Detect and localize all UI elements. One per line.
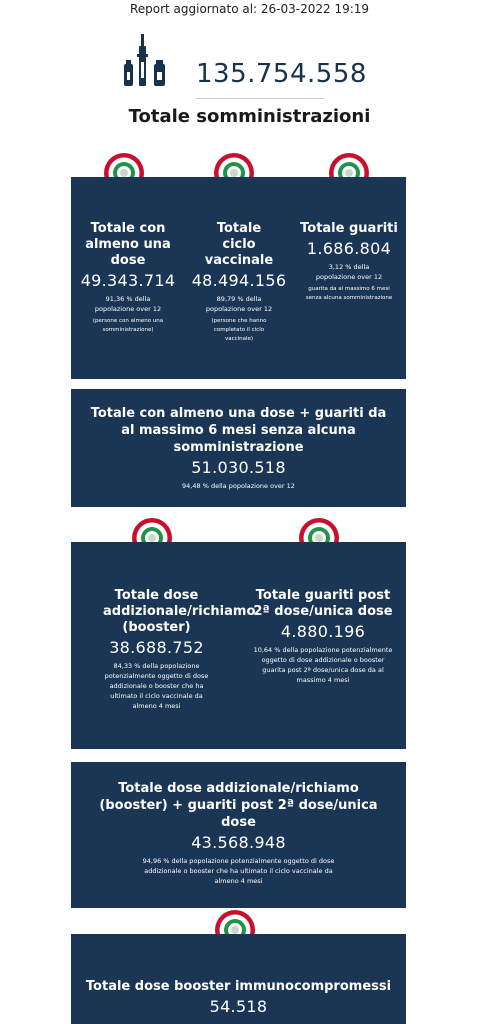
booster-plus-recovered-value: 43.568.948	[191, 833, 286, 852]
recovered-title: Totale guariti	[300, 221, 398, 236]
at-least-one-dose-note: (persone con almeno una somministrazione)	[92, 318, 164, 333]
at-least-one-dose-block	[75, 221, 181, 335]
immunocompromised-booster-title: Totale dose booster immunocompromessi	[85, 979, 392, 994]
at-least-one-dose-pct: 91,36 % della popolazione over 12	[94, 295, 162, 313]
total-administrations-section	[0, 34, 499, 104]
full-cycle-title: Totale ciclo vaccinale	[204, 221, 274, 268]
full-cycle-value: 48.494.156	[191, 271, 287, 290]
at-least-one-dose-title: Totale con almeno una dose	[85, 221, 171, 268]
dose-plus-recovered-title: Totale con almeno una dose + guariti da al massimo 6 mesi senza alcuna somministrazione	[90, 406, 387, 455]
report-updated-label: Report aggiornato al: 26-03-2022 19:19	[129, 2, 370, 16]
booster-title: Totale dose addizionale/richiamo (booster)	[103, 588, 256, 635]
booster-block	[79, 588, 256, 711]
recovered-value: 1.686.804	[306, 239, 392, 258]
total-administrations-value: 135.754.558	[196, 59, 367, 89]
full-cycle-pct: 89,79 % della popolazione over 12	[205, 295, 273, 313]
total-administrations-title: Totale somministrazioni	[128, 106, 371, 127]
recovered-post-dose-pct: 10,64 % della popolazione potenzialmente oggetto di dose addizionale o booster guarita post 2ª dose/unica dose da al massimo 4 mesi	[253, 646, 393, 684]
full-cycle-note: (persone che hanno completato il ciclo vaccinale)	[211, 318, 267, 342]
dose-plus-recovered-block	[71, 405, 406, 491]
booster-panel	[71, 542, 406, 749]
dose-plus-recovered-panel	[71, 389, 406, 507]
immunocompromised-booster-block	[71, 978, 406, 1016]
booster-pct: 84,33 % della popolazione potenzialmente oggetto di dose addizionale o booster che ha ultimato il ciclo vaccinale da almeno 4 mesi	[104, 662, 209, 710]
immunocompromised-booster-value: 54.518	[209, 997, 268, 1016]
immunocompromised-booster-panel	[71, 934, 406, 1024]
divider	[196, 98, 324, 99]
vaccine-vials-icon	[124, 34, 166, 88]
booster-value: 38.688.752	[109, 638, 204, 657]
recovered-post-dose-block	[243, 588, 403, 685]
booster-plus-recovered-block	[71, 780, 406, 886]
recovered-block	[295, 221, 403, 303]
recovered-note: guarita da al massimo 6 mesi senza alcuna somministrazione	[305, 286, 393, 301]
recovered-post-dose-value: 4.880.196	[280, 622, 366, 641]
booster-plus-recovered-panel	[71, 762, 406, 908]
booster-plus-recovered-title: Totale dose addizionale/richiamo (booster) + guariti post 2ª dose/unica dose	[99, 781, 378, 830]
dose-plus-recovered-pct: 94,48 % della popolazione over 12	[182, 482, 295, 490]
booster-plus-recovered-pct: 94,96 % della popolazione potenzialmente oggetto di dose addizionale o booster che ha ultimato il ciclo vaccinale da almeno 4 mesi	[142, 857, 335, 885]
at-least-one-dose-value: 49.343.714	[80, 271, 176, 290]
recovered-pct: 3,12 % della popolazione over 12	[315, 263, 383, 281]
dose-plus-recovered-value: 51.030.518	[191, 458, 286, 477]
recovered-post-dose-title: Totale guariti post 2ª dose/unica dose	[253, 588, 393, 619]
full-cycle-block	[185, 221, 293, 344]
first-dose-panel	[71, 177, 406, 379]
